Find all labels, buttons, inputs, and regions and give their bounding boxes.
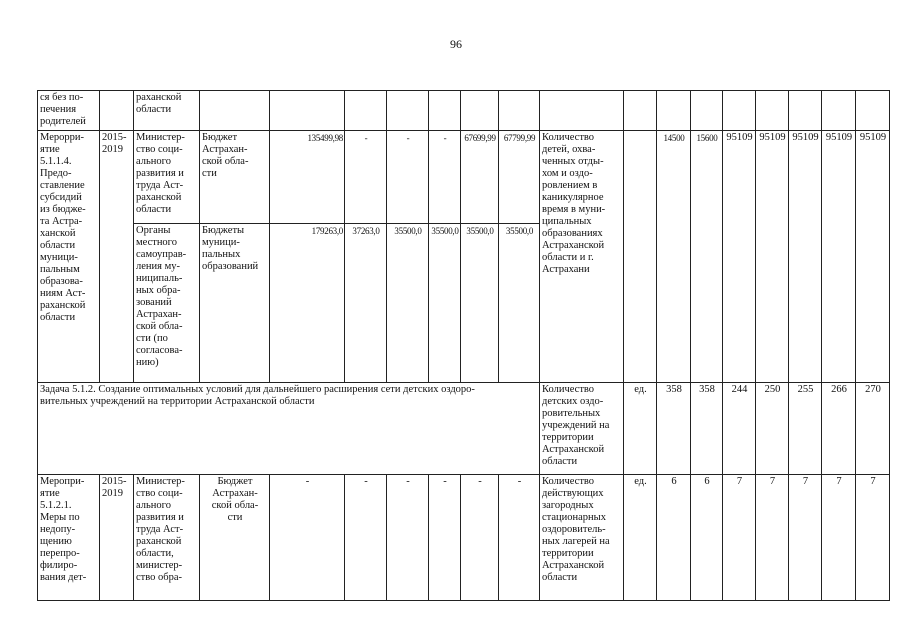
unit-cell xyxy=(624,91,657,131)
executor-cell: раханской области xyxy=(134,91,200,131)
indicator-cell: Количество действующих загородных стационарных оздоровитель- ных лагерей на территории Астраханской области xyxy=(540,475,624,601)
value-cell: - xyxy=(499,475,540,601)
value-cell xyxy=(499,91,540,131)
indicator-value-cell: 358 xyxy=(657,383,691,475)
value-cell: - xyxy=(270,475,345,601)
indicator-value-cell: 7 xyxy=(822,475,856,601)
indicator-value-cell: 6 xyxy=(691,475,723,601)
indicator-value-cell: 7 xyxy=(789,475,822,601)
indicator-value-cell: 95109 xyxy=(723,131,756,383)
table-row xyxy=(38,131,890,224)
value-cell xyxy=(461,91,499,131)
value-cell: 37263,0 xyxy=(345,224,387,383)
indicator-cell: Количество детей, охва- ченных отды- хом и оздо- ровлением в каникулярное время в муни- ципальных образованиях Астраханской области и г. Астрахани xyxy=(540,131,624,383)
activity-cell: Меропри- ятие 5.1.2.1. Меры по недопу- щению перепро- филиро- вания дет- xyxy=(38,475,100,601)
indicator-value-cell: 250 xyxy=(756,383,789,475)
indicator-cell: Количество детских оздо- ровительных учреждений на территории Астраханской области xyxy=(540,383,624,475)
value-cell xyxy=(429,91,461,131)
indicator-value-cell xyxy=(789,91,822,131)
value-cell: 67699,99 xyxy=(461,131,499,224)
task-cell: Задача 5.1.2. Создание оптимальных условий для дальнейшего расширения сети детских оздоро- вительных учреждений на территории Астраханской области xyxy=(38,383,540,475)
indicator-value-cell: 95109 xyxy=(822,131,856,383)
indicator-value-cell: 266 xyxy=(822,383,856,475)
value-cell: - xyxy=(345,475,387,601)
executor-cell: Министер- ство соци- ального развития и труда Аст- раханской области xyxy=(134,131,200,224)
value-cell: - xyxy=(429,131,461,224)
period-cell xyxy=(100,91,134,131)
value-cell: - xyxy=(387,475,429,601)
indicator-value-cell xyxy=(691,91,723,131)
indicator-value-cell: 95109 xyxy=(789,131,822,383)
value-cell: 35500,0 xyxy=(461,224,499,383)
indicator-value-cell: 358 xyxy=(691,383,723,475)
indicator-value-cell: 244 xyxy=(723,383,756,475)
value-cell xyxy=(345,91,387,131)
value-cell xyxy=(270,91,345,131)
value-cell: - xyxy=(345,131,387,224)
value-cell: 135499,98 xyxy=(270,131,345,224)
indicator-value-cell: 255 xyxy=(789,383,822,475)
indicator-value-cell: 14500 xyxy=(657,131,691,383)
indicator-value-cell: 270 xyxy=(856,383,890,475)
executor-cell: Органы местного самоуправ- ления му- ниципаль- ных обра- зований Астрахан- ской обла- сти (по согласова- нию) xyxy=(134,224,200,383)
source-cell xyxy=(200,91,270,131)
indicator-value-cell xyxy=(723,91,756,131)
indicator-value-cell: 15600 xyxy=(691,131,723,383)
indicator-value-cell: 95109 xyxy=(856,131,890,383)
activity-cell: ся без по- печения родителей xyxy=(38,91,100,131)
value-cell: 67799,99 xyxy=(499,131,540,224)
value-cell: - xyxy=(429,475,461,601)
source-cell: Бюджет Астрахан- ской обла- сти xyxy=(200,131,270,224)
table-row xyxy=(38,383,890,475)
indicator-value-cell: 6 xyxy=(657,475,691,601)
period-cell: 2015- 2019 xyxy=(100,131,134,383)
indicator-value-cell xyxy=(856,91,890,131)
activity-cell: Мероpри- ятие 5.1.1.4. Предо- ставление субсидий из бюдже- та Астра- ханской области муници- пальным образова- ниям Аст- раханской области xyxy=(38,131,100,383)
unit-cell: ед. xyxy=(624,383,657,475)
table-row xyxy=(38,475,890,601)
indicator-value-cell xyxy=(657,91,691,131)
value-cell: - xyxy=(387,131,429,224)
value-cell xyxy=(387,91,429,131)
indicator-value-cell: 7 xyxy=(723,475,756,601)
indicator-value-cell xyxy=(822,91,856,131)
indicator-value-cell xyxy=(756,91,789,131)
value-cell: 35500,0 xyxy=(499,224,540,383)
program-table xyxy=(37,90,890,601)
indicator-value-cell: 7 xyxy=(856,475,890,601)
period-cell: 2015- 2019 xyxy=(100,475,134,601)
source-cell: Бюджет Астрахан- ской обла- сти xyxy=(200,475,270,601)
unit-cell: ед. xyxy=(624,475,657,601)
page-number: 96 xyxy=(450,37,462,51)
indicator-value-cell: 95109 xyxy=(756,131,789,383)
value-cell: 35500,0 xyxy=(387,224,429,383)
unit-cell xyxy=(624,131,657,383)
executor-cell: Министер- ство соци- ального развития и труда Аст- раханской области, министер- ство обра- xyxy=(134,475,200,601)
value-cell: 179263,0 xyxy=(270,224,345,383)
source-cell: Бюджеты муници- пальных образований xyxy=(200,224,270,383)
value-cell: 35500,0 xyxy=(429,224,461,383)
table-row xyxy=(38,91,890,131)
indicator-cell xyxy=(540,91,624,131)
indicator-value-cell: 7 xyxy=(756,475,789,601)
value-cell: - xyxy=(461,475,499,601)
